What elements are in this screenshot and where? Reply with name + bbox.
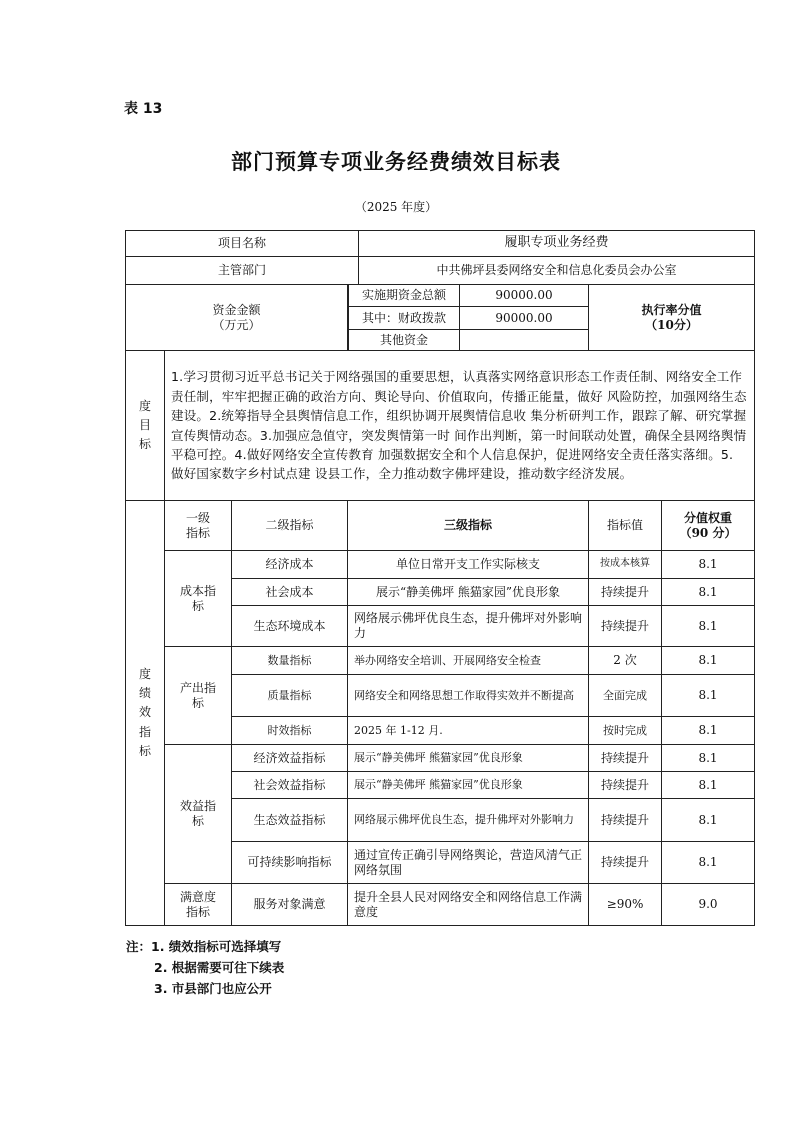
- project-name-value: 履职专项业务经费: [359, 231, 755, 257]
- footnote-3: 3. 市县部门也应公开: [154, 981, 272, 996]
- target-cell: 全面完成: [589, 675, 662, 717]
- project-name-label: 项目名称: [126, 231, 359, 257]
- target-cell: 持续提升: [589, 842, 662, 884]
- level2-cell: 生态效益指标: [232, 799, 348, 842]
- execution-rate-cell: [589, 285, 755, 351]
- funds-inner-cell: [348, 330, 589, 351]
- table-row: [126, 884, 755, 926]
- fiscal-year: （2025 年度）: [354, 200, 438, 214]
- level2-cell: 质量指标: [232, 675, 348, 717]
- funds-inner-cell: [348, 307, 589, 330]
- weight-cell: 8.1: [662, 606, 755, 647]
- level3-cell: 展示“静美佛坪 熊猫家园”优良形象: [348, 579, 589, 606]
- department-row: [126, 257, 755, 285]
- level3-header: 三级指标: [348, 501, 589, 551]
- level2-header: 二级指标: [232, 501, 348, 551]
- goal-text: 1.学习贯彻习近平总书记关于网络强国的重要思想，认真落实网络意识形态工作责任制、网络安全工作责任制，牢牢把握正确的政治方向、舆论导向、价值取向，传播正能量，做好 风险防控，加强网络生态建设。2.统筹指导全县舆情信息工作，组织协调开展舆情信息收 集分析研判工作，跟踪了解、研究掌握宣传舆情动态。3.加强应急值守，突发舆情第一时 间作出判断，第一时间联动处置，确保全县网络舆情平稳可控。4.做好网络安全宣传教育 加强数据安全和个人信息保护，促进网络安全责任落实落细。5. 做好国家数字乡村试点建 设县工作，全力推动数字佛坪建设，推动数字经济发展。: [165, 351, 755, 501]
- execution-rate-line2: （10分）: [645, 317, 698, 332]
- goal-row: [126, 351, 755, 501]
- indicator-side-label: 度 绩 效 指 标: [126, 501, 165, 926]
- funds-total-label: 实施期资金总额: [348, 285, 460, 306]
- funds-row-total: [126, 285, 755, 307]
- target-cell: 持续提升: [589, 579, 662, 606]
- table-number-label: 表 13: [124, 101, 163, 117]
- level2-cell: 生态环境成本: [232, 606, 348, 647]
- goal-side-label: 度 目 标: [126, 351, 165, 501]
- level2-cell: 社会成本: [232, 579, 348, 606]
- table-row: [126, 745, 755, 772]
- target-cell: 持续提升: [589, 772, 662, 799]
- level2-cell: 服务对象满意: [232, 884, 348, 926]
- level3-cell: 展示“静美佛坪 熊猫家园”优良形象: [348, 772, 589, 799]
- table-row: [126, 551, 755, 579]
- level3-cell: 网络展示佛坪优良生态，提升佛坪对外影响力: [348, 799, 589, 842]
- level3-cell: 2025 年 1-12 月.: [348, 717, 589, 745]
- funds-inner-cell: [348, 285, 589, 307]
- target-cell: ≥90%: [589, 884, 662, 926]
- target-cell: 持续提升: [589, 799, 662, 842]
- target-cell: 2 次: [589, 647, 662, 675]
- weight-cell: 8.1: [662, 772, 755, 799]
- level1-header: 一级 指标: [165, 501, 232, 551]
- target-cell: 持续提升: [589, 606, 662, 647]
- funds-label-line1: 资金金额: [212, 302, 261, 317]
- department-label: 主管部门: [126, 257, 359, 285]
- footnotes: [126, 936, 284, 999]
- department-value: 中共佛坪县委网络安全和信息化委员会办公室: [359, 257, 755, 285]
- level3-cell: 展示“静美佛坪 熊猫家园”优良形象: [348, 745, 589, 772]
- indicator-header-row: [126, 501, 755, 551]
- level2-cell: 时效指标: [232, 717, 348, 745]
- weight-cell: 8.1: [662, 745, 755, 772]
- group-output-label: 产出指 标: [165, 647, 232, 745]
- funds-label: [126, 285, 348, 351]
- project-name-row: [126, 231, 755, 257]
- funds-other-label: 其他资金: [348, 330, 460, 350]
- group-satisfaction-label: 满意度 指标: [165, 884, 232, 926]
- level3-cell: 提升全县人民对网络安全和网络信息工作满意度: [348, 884, 589, 926]
- level2-cell: 社会效益指标: [232, 772, 348, 799]
- weight-cell: 8.1: [662, 717, 755, 745]
- group-cost-label: 成本指 标: [165, 551, 232, 647]
- weight-cell: 8.1: [662, 579, 755, 606]
- weight-header: 分值权重 （90 分）: [662, 501, 755, 551]
- weight-cell: 8.1: [662, 675, 755, 717]
- funds-other-value: [460, 330, 588, 350]
- weight-cell: 8.1: [662, 647, 755, 675]
- target-cell: 持续提升: [589, 745, 662, 772]
- weight-cell: 8.1: [662, 842, 755, 884]
- weight-cell: 8.1: [662, 551, 755, 579]
- footnote-2: 2. 根据需要可往下续表: [154, 960, 285, 975]
- weight-cell: 8.1: [662, 799, 755, 842]
- target-cell: 按成本核算: [589, 551, 662, 579]
- performance-target-table: [125, 230, 755, 926]
- level3-cell: 单位日常开支工作实际核支: [348, 551, 589, 579]
- level3-cell: 举办网络安全培训、开展网络安全检查: [348, 647, 589, 675]
- level3-cell: 网络展示佛坪优良生态，提升佛坪对外影响力: [348, 606, 589, 647]
- document-title: 部门预算专项业务经费绩效目标表: [231, 150, 561, 174]
- funds-label-line2: （万元）: [212, 317, 261, 332]
- level2-cell: 可持续影响指标: [232, 842, 348, 884]
- target-cell: 按时完成: [589, 717, 662, 745]
- weight-cell: 9.0: [662, 884, 755, 926]
- group-benefit-label: 效益指 标: [165, 745, 232, 884]
- table-row: [126, 647, 755, 675]
- level2-cell: 经济效益指标: [232, 745, 348, 772]
- funds-fiscal-label: 其中：财政拨款: [348, 307, 460, 329]
- level2-cell: 经济成本: [232, 551, 348, 579]
- funds-fiscal-value: 90000.00: [495, 310, 553, 325]
- funds-total-value: 90000.00: [495, 288, 553, 302]
- level3-cell: 通过宣传正确引导网络舆论，营造风清气正网络氛围: [348, 842, 589, 884]
- execution-rate-line1: 执行率分值: [641, 302, 702, 317]
- level3-cell: 网络安全和网络思想工作取得实效并不断提高: [348, 675, 589, 717]
- target-header: 指标值: [589, 501, 662, 551]
- footnote-1: 注：1. 绩效指标可选择填写: [126, 939, 282, 954]
- level2-cell: 数量指标: [232, 647, 348, 675]
